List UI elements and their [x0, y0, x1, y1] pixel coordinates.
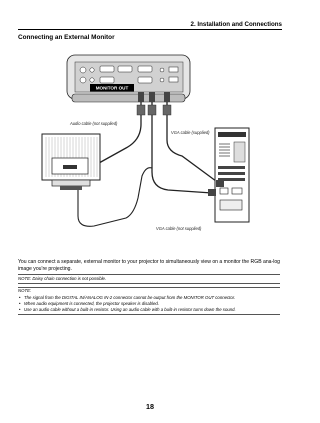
note-item: • The signal from the DIGITAL IN/ANALOG IN-2 connector cannot be output from the MONITOR OUT connector.	[18, 295, 280, 301]
computer-illustration	[215, 128, 249, 222]
note2-title: NOTE:	[18, 288, 32, 293]
note1-bottom-rule	[18, 283, 280, 284]
note2-bottom-rule	[18, 314, 280, 315]
vga-cable-not-supplied-label: VGA cable (not supplied)	[156, 226, 202, 231]
connection-diagram	[30, 48, 280, 238]
header-rule	[18, 29, 282, 30]
projector-illustration	[67, 55, 190, 102]
note-list	[18, 295, 280, 312]
note-item: • Use an audio cable without a built-in resistor. Using an audio cable with a built-in resistor turns down the sound.	[18, 307, 280, 313]
note1-top-rule	[18, 274, 280, 275]
note-item: • When audio equipment is connected, the projector speaker is disabled.	[18, 301, 280, 307]
section-header: 2. Installation and Connections	[190, 21, 282, 28]
monitor-out-label: MONITOR OUT	[95, 85, 129, 91]
page-heading: Connecting an External Monitor	[18, 34, 115, 41]
audio-cable-label: Audio cable (not supplied)	[70, 121, 118, 126]
page-number: 18	[146, 402, 154, 411]
note-daisy-chain: NOTE: Daisy chain connection is not possible.	[18, 276, 107, 281]
body-paragraph: You can connect a separate, external monitor to your projector to simultaneously view on a monitor the RGB ana-log image you're projecting.	[18, 259, 280, 273]
vga-cable-supplied-label: VGA cable (supplied)	[171, 130, 210, 135]
monitor-illustration	[42, 134, 100, 190]
